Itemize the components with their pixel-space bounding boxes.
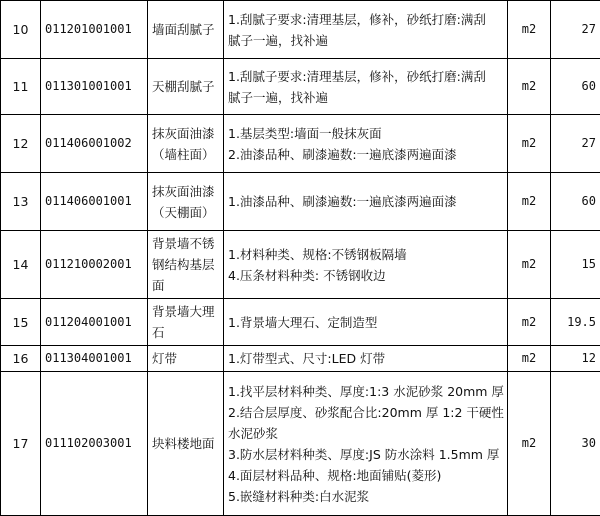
table-row [1, 346, 600, 372]
unit-cell: m2 [508, 115, 551, 173]
item-description-cell [224, 299, 508, 346]
item-description-cell [224, 372, 508, 516]
table-row [1, 299, 600, 346]
item-name-cell [148, 59, 224, 115]
item-code-cell: 011304001001 [41, 346, 148, 372]
table-row [1, 173, 600, 231]
quantity-cell: 27 [551, 115, 600, 173]
item-description-cell [224, 59, 508, 115]
item-name-line: 抹灰面油漆 [152, 181, 219, 202]
item-code-cell: 011406001002 [41, 115, 148, 173]
item-name-cell [148, 299, 224, 346]
row-number-cell: 16 [1, 346, 41, 372]
quantity-cell: 27 [551, 1, 600, 59]
table-row [1, 231, 600, 299]
item-code-cell: 011102003001 [41, 372, 148, 516]
quantity-cell: 60 [551, 59, 600, 115]
item-description-line: 2.油漆品种、刷漆遍数:一遍底漆两遍面漆 [228, 144, 503, 165]
item-code-cell: 011406001001 [41, 173, 148, 231]
item-description-line: 水泥砂浆 [228, 423, 503, 444]
item-description-cell [224, 1, 508, 59]
item-description-line: 1.背景墙大理石、定制造型 [228, 312, 503, 333]
row-number-cell: 11 [1, 59, 41, 115]
quantity-cell: 19.5 [551, 299, 600, 346]
item-code-cell: 011204001001 [41, 299, 148, 346]
item-name-line: 天棚刮腻子 [152, 76, 219, 97]
table-row [1, 1, 600, 59]
item-description-cell [224, 173, 508, 231]
item-name-line: 面 [152, 275, 219, 296]
table-body [1, 1, 600, 516]
row-number-cell: 14 [1, 231, 41, 299]
quantity-cell: 15 [551, 231, 600, 299]
item-description-line: 1.材料种类、规格:不锈钢板隔墙 [228, 244, 503, 265]
row-number-cell: 12 [1, 115, 41, 173]
quantity-cell: 60 [551, 173, 600, 231]
item-name-cell [148, 173, 224, 231]
item-description-line: 1.灯带型式、尺寸:LED 灯带 [228, 348, 503, 369]
unit-cell: m2 [508, 173, 551, 231]
item-description-line: 4.压条材料种类: 不锈钢收边 [228, 265, 503, 286]
item-name-line: 抹灰面油漆 [152, 123, 219, 144]
item-name-line: 钢结构基层 [152, 254, 219, 275]
item-description-cell [224, 231, 508, 299]
table-row [1, 372, 600, 516]
table-row [1, 115, 600, 173]
item-name-line: （墙柱面） [152, 144, 219, 165]
item-code-cell: 011301001001 [41, 59, 148, 115]
item-name-line: 墙面刮腻子 [152, 19, 219, 40]
item-code-cell: 011210002001 [41, 231, 148, 299]
item-description-line: 1.刮腻子要求:清理基层，修补，砂纸打磨:满刮 [228, 66, 503, 87]
unit-cell: m2 [508, 1, 551, 59]
item-description-line: 1.刮腻子要求:清理基层，修补，砂纸打磨:满刮 [228, 9, 503, 30]
item-code-cell: 011201001001 [41, 1, 148, 59]
item-name-line: 灯带 [152, 348, 219, 369]
item-description-line: 5.嵌缝材料种类:白水泥浆 [228, 486, 503, 507]
quantity-cell: 30 [551, 372, 600, 516]
item-name-cell [148, 115, 224, 173]
unit-cell: m2 [508, 231, 551, 299]
item-name-cell [148, 372, 224, 516]
row-number-cell: 10 [1, 1, 41, 59]
item-name-cell [148, 1, 224, 59]
item-name-cell [148, 346, 224, 372]
item-description-line: 1.基层类型:墙面一般抹灰面 [228, 123, 503, 144]
unit-cell: m2 [508, 346, 551, 372]
item-name-line: （天棚面） [152, 202, 219, 223]
item-description-cell [224, 346, 508, 372]
row-number-cell: 15 [1, 299, 41, 346]
item-name-line: 块料楼地面 [152, 433, 219, 454]
item-description-line: 1.油漆品种、刷漆遍数:一遍底漆两遍面漆 [228, 191, 503, 212]
unit-cell: m2 [508, 372, 551, 516]
unit-cell: m2 [508, 299, 551, 346]
item-name-cell [148, 231, 224, 299]
item-description-line: 3.防水层材料种类、厚度:JS 防水涂料 1.5mm 厚 [228, 444, 503, 465]
table-row [1, 59, 600, 115]
unit-cell: m2 [508, 59, 551, 115]
item-name-line: 石 [152, 322, 219, 343]
item-name-line: 背景墙大理 [152, 301, 219, 322]
item-name-line: 背景墙不锈 [152, 233, 219, 254]
item-description-cell [224, 115, 508, 173]
item-description-line: 腻子一遍，找补遍 [228, 30, 503, 51]
row-number-cell: 13 [1, 173, 41, 231]
row-number-cell: 17 [1, 372, 41, 516]
item-description-line: 腻子一遍，找补遍 [228, 87, 503, 108]
item-description-line: 4.面层材料品种、规格:地面铺贴(菱形) [228, 465, 503, 486]
item-description-line: 1.找平层材料种类、厚度:1:3 水泥砂浆 20mm 厚 [228, 381, 503, 402]
item-description-line: 2.结合层厚度、砂浆配合比:20mm 厚 1:2 干硬性 [228, 402, 503, 423]
quantity-cell: 12 [551, 346, 600, 372]
